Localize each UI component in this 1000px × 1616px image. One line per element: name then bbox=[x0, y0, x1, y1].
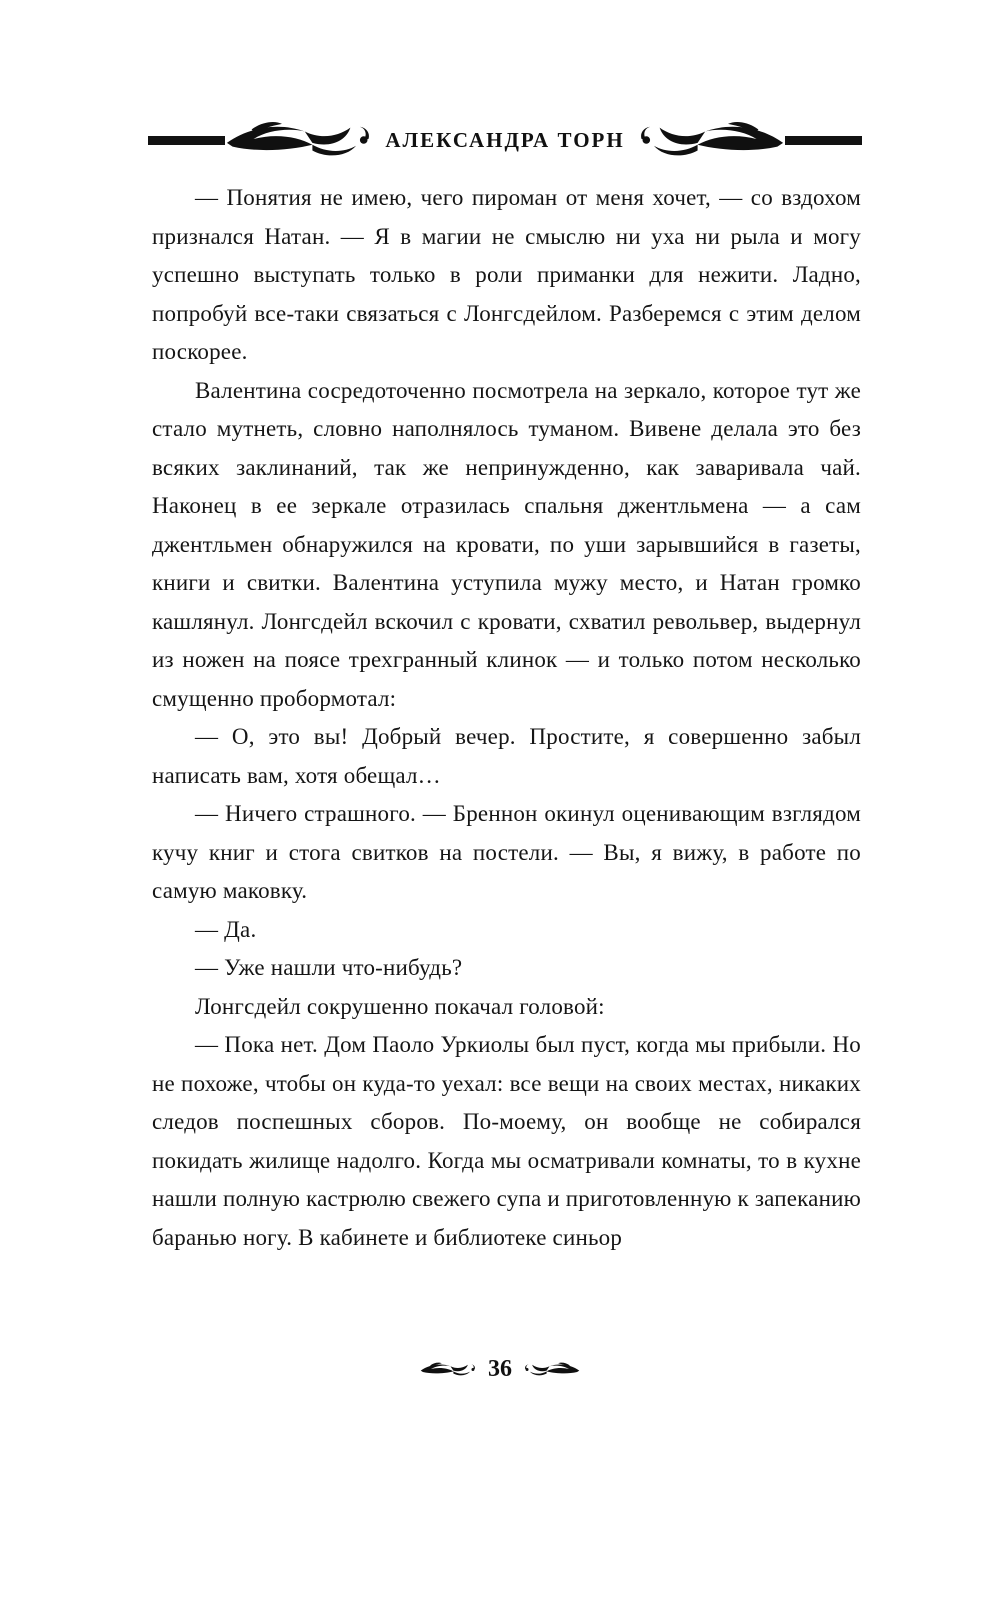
header-ornament-right bbox=[633, 119, 785, 161]
footer-ornament-right bbox=[522, 1361, 580, 1378]
paragraph: — Пока нет. Дом Паоло Уркиолы был пуст, когда мы прибыли. Но не похоже, чтобы он куда-то уехал: все вещи на своих местах, никаких следов поспешных сборов. По-моему, он вообще не собирался покидать жилище надолго. Когда мы осматривали комнаты, то в кухне нашли полную кастрюлю свежего супа и приготовленную к запеканию баранью ногу. В кабинете и библиотеке синьор bbox=[152, 1032, 861, 1250]
chapter-header bbox=[148, 116, 862, 164]
header-rule-right bbox=[785, 136, 862, 145]
running-title: АЛЕКСАНДРА ТОРН bbox=[385, 127, 625, 152]
paragraph: — О, это вы! Добрый вечер. Простите, я совершенно забыл написать вам, хотя обещал… bbox=[152, 724, 861, 788]
page-number: 36 bbox=[488, 1356, 512, 1382]
paragraph: — Да. bbox=[195, 916, 257, 942]
header-ornament-left bbox=[225, 119, 377, 161]
paragraph: — Уже нашли что-нибудь? bbox=[195, 955, 463, 980]
page-footer bbox=[0, 1356, 1000, 1383]
paragraph: Лонгсдейл сокрушенно покачал головой: bbox=[195, 993, 605, 1019]
header-rule-left bbox=[148, 136, 225, 145]
paragraph: — Понятия не имею, чего пироман от меня хочет, — со вздохом признался Натан. — Я в магии не смыслю ни уха ни рыла и могу успешно выступать только в роли приманки для нежити. Ладно, попробуй все-таки связаться с Лонгсдейлом. Разберемся с этим делом поскорее. bbox=[152, 185, 861, 364]
body-text bbox=[152, 179, 861, 1257]
paragraph: Валентина сосредоточенно посмотрела на зеркало, которое тут же стало мутнеть, словно наполнялось туманом. Вивене делала это без всяких заклинаний, так же непринужденно, как заваривала чай. Наконец в ее зеркале отразилась спальня джентльмена — а сам джентльмен обнаружился на кровати, по уши зарывшийся в газеты, книги и свитки. Валентина уступила мужу место, и Натан громко кашлянул. Лонгсдейл вскочил с кровати, схватил револьвер, выдернул из ножен на поясе трехгранный клинок — и только потом несколько смущенно пробормотал: bbox=[152, 377, 861, 711]
footer-ornament-left bbox=[420, 1361, 478, 1378]
paragraph: — Ничего страшного. — Бреннон окинул оценивающим взглядом кучу книг и стога свитков на постели. — Вы, я вижу, в работе по самую маковку. bbox=[152, 801, 861, 903]
